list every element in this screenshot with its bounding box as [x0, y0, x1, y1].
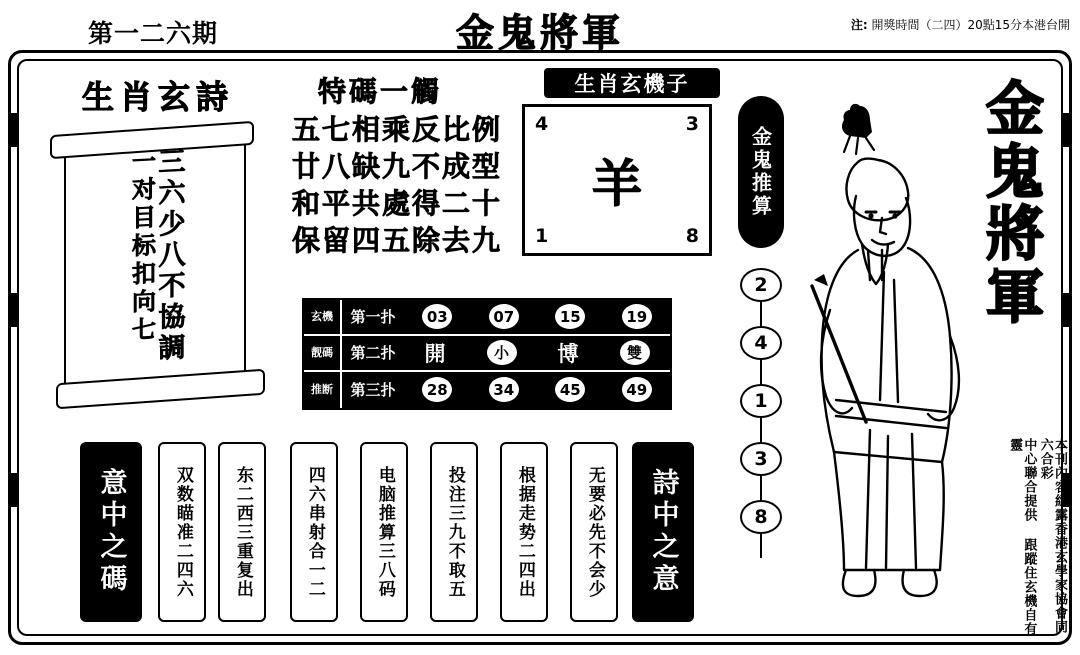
chain-number: 4 — [740, 326, 782, 360]
list-item: 投注三九不取五 — [430, 442, 478, 622]
number-ball: 03 — [422, 304, 452, 329]
scroll-graphic — [50, 128, 260, 408]
word-ball: 雙 — [620, 340, 650, 365]
brand-char: 將 — [985, 200, 1044, 269]
disclaimer-column: 中心聯合提供 跟蹤住玄機自有靈 — [1007, 438, 1037, 636]
row-label: 第三扑 — [350, 381, 396, 400]
xuanji-box — [522, 104, 712, 256]
brand-char: 鬼 — [985, 137, 1044, 206]
row-cells — [404, 304, 670, 329]
special-poem-lines — [292, 112, 528, 260]
scroll-line-2: 一对目标扣向七 — [127, 148, 156, 346]
xuanji-corner-top-left: 4 — [535, 113, 549, 135]
scroll-line-1: 三六少八不協調 — [153, 146, 185, 366]
word-ball: 小 — [487, 340, 517, 365]
number-ball: 34 — [489, 377, 519, 402]
frame-notch-left-3 — [9, 473, 19, 507]
xuanji-banner: 生肖玄機子 — [544, 68, 720, 98]
row-label: 第一扑 — [350, 308, 396, 327]
row-tag: 推断 — [304, 372, 342, 408]
xuanji-corner-bottom-left: 1 — [535, 225, 549, 247]
poem-line: 保留四五除去九 — [292, 223, 503, 257]
label-shizhongzhiyi: 詩中之意 — [632, 442, 694, 622]
tuisuan-number-chain — [740, 268, 782, 558]
frame-notch-right-1 — [1061, 113, 1071, 147]
label-yizhongzhima: 意中之碼 — [80, 442, 142, 622]
section-title-shengxiao-xuanshi: 生肖玄詩 — [82, 78, 235, 116]
tuisuan-label: 金鬼推算 — [738, 96, 784, 248]
chain-number: 1 — [740, 384, 782, 418]
poem-line: 和平共處得二十 — [292, 186, 503, 220]
issue-number: 第一二六期 — [88, 19, 219, 48]
page-title: 金鬼將軍 — [455, 11, 624, 55]
word-cell: 博 — [557, 341, 579, 366]
note-text: 開獎時間（二四）20點15分本港台開 — [871, 18, 1070, 32]
general-illustration-svg — [800, 100, 1000, 600]
table-row — [304, 336, 670, 372]
poem-line: 廿八缺九不成型 — [292, 149, 503, 183]
row-cells — [404, 338, 670, 368]
row-cells — [404, 377, 670, 402]
poem-line: 五七相乘反比例 — [292, 113, 503, 146]
list-item: 东二西三重复出 — [218, 442, 266, 622]
number-ball: 49 — [622, 377, 652, 402]
row-label: 第二扑 — [350, 344, 396, 363]
number-ball: 19 — [622, 304, 652, 329]
draw-time-note — [851, 16, 1070, 33]
list-item: 电脑推算三八码 — [360, 442, 408, 622]
frame-notch-right-2 — [1061, 293, 1071, 327]
number-ball: 15 — [555, 304, 585, 329]
disclaimer-column: 本刊內容經露香港玄學家協會同六合彩 — [1037, 438, 1067, 634]
list-item: 四六串射合一二 — [290, 442, 338, 622]
number-ball: 45 — [555, 377, 585, 402]
chain-number: 8 — [740, 500, 782, 534]
list-item: 无要必先不会少 — [570, 442, 618, 622]
number-ball: 07 — [489, 304, 519, 329]
word-cell: 開 — [424, 341, 446, 366]
draw-table — [302, 298, 672, 410]
frame-notch-left-1 — [9, 113, 19, 147]
row-tag: 玄機 — [304, 300, 342, 334]
list-item: 根据走势二四出 — [500, 442, 548, 622]
xuanji-corner-bottom-right: 8 — [685, 225, 699, 247]
xuanji-corner-top-right: 3 — [685, 113, 699, 135]
general-illustration — [800, 100, 1000, 600]
right-brand-title — [972, 75, 1058, 331]
chain-number: 3 — [740, 442, 782, 476]
table-row — [304, 372, 670, 408]
frame-notch-left-2 — [9, 293, 19, 327]
section-title-temapoem: 特碼一觸 — [318, 75, 443, 108]
brand-char: 軍 — [985, 262, 1044, 331]
row-tag: 靓碼 — [304, 336, 342, 370]
number-ball: 28 — [422, 377, 452, 402]
list-item: 双数瞄准二四六 — [158, 442, 206, 622]
table-row — [304, 300, 670, 336]
chain-number: 2 — [740, 268, 782, 302]
brand-char: 金 — [985, 75, 1044, 143]
xuanji-zodiac: 羊 — [592, 155, 642, 213]
scroll-text — [76, 144, 236, 392]
disclaimer-note — [1007, 438, 1066, 638]
note-prefix: 注: — [850, 18, 868, 32]
